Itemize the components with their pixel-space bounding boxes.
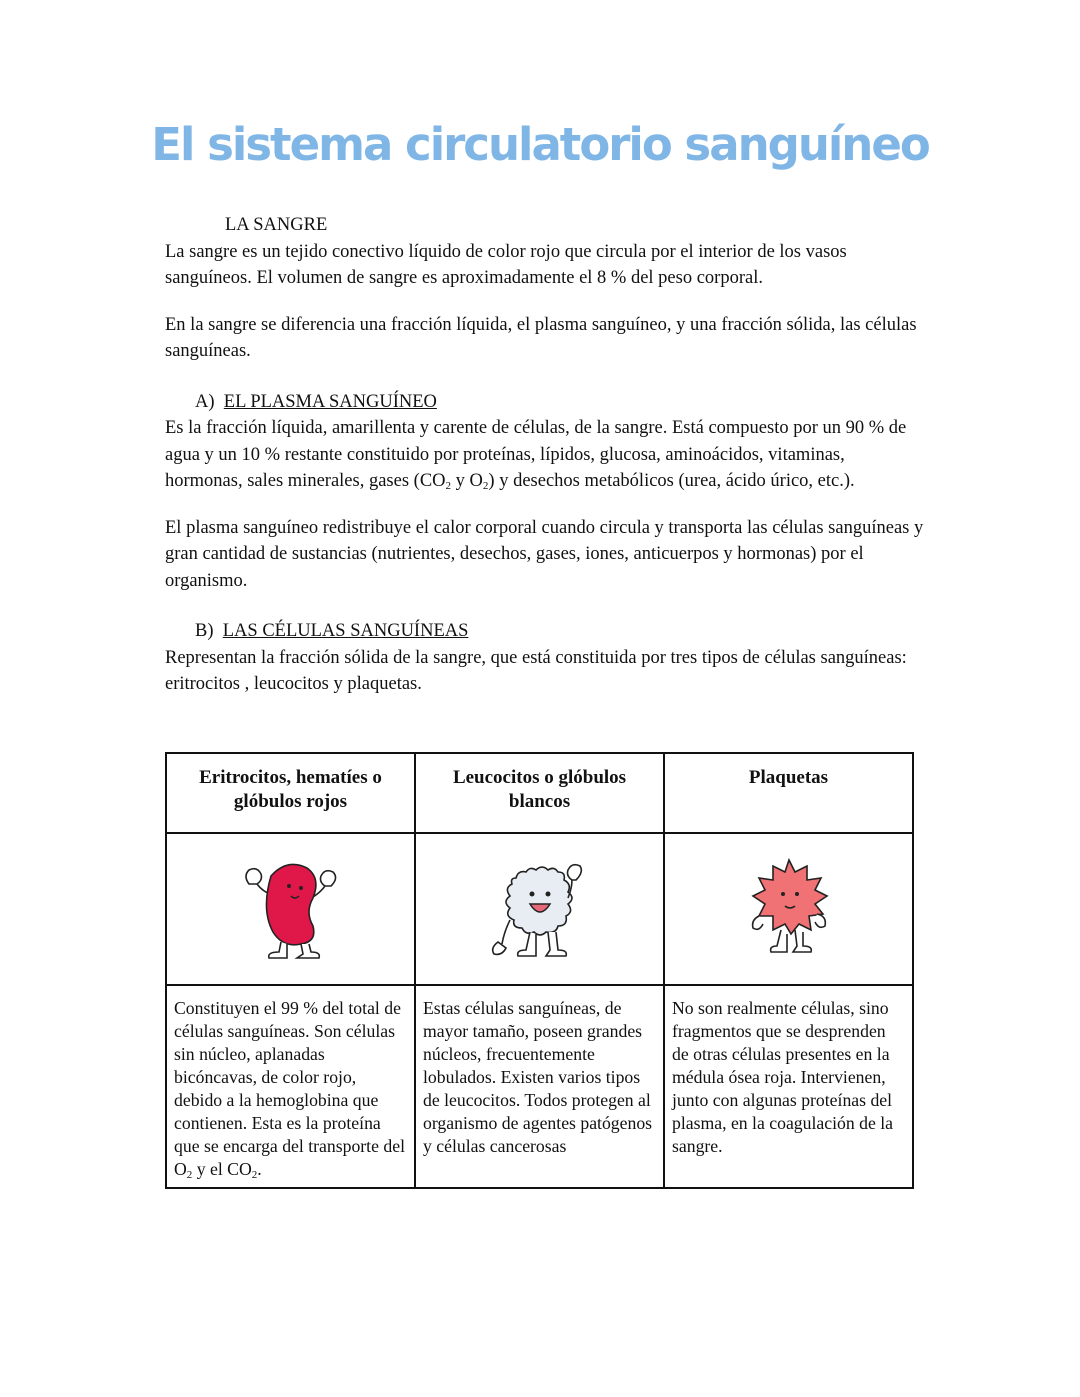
- document-body: [165, 212, 925, 698]
- leucocitos-description: Estas células sanguíneas, de mayor tamaño, poseen grandes núcleos, frecuentemente lobulados. Existen varios tipos de leucocitos. Todos protegen al organismo de agentes patógenos y células cancerosas: [415, 985, 664, 1188]
- plaqueta-image-cell: [664, 833, 913, 985]
- header-plaquetas: Plaquetas: [664, 753, 913, 833]
- header-eritrocitos: Eritrocitos, hematíes o glóbulos rojos: [166, 753, 415, 833]
- celulas-letter: B): [195, 621, 214, 641]
- plasma-paragraph-1: Es la fracción líquida, amarillenta y carente de células, de la sangre. Está compuesto por un 90 % de agua y un 10 % restante constituido por proteínas, lípidos, glucosa, aminoácidos, vitaminas, hormonas, sales minerales, gases ($CO_2$ y $O_2$) y desechos metabólicos (urea, ácido úrico, etc.).: [165, 418, 907, 492]
- celulas-title: LAS CÉLULAS SANGUÍNEAS: [222, 621, 469, 641]
- plasma-title: EL PLASMA SANGUÍNEO: [223, 391, 437, 412]
- leucocito-image-cell: [415, 833, 664, 985]
- white-blood-cell-icon: [480, 854, 600, 964]
- plasma-paragraph-2: El plasma sanguíneo redistribuye el calor corporal cuando circula y transporta las células sanguíneas y gran cantidad de sustancias (nutrientes, desechos, gases, iones, anticuerpos y hormonas) por el organismo.: [165, 517, 924, 591]
- sangre-paragraph-2: En la sangre se diferencia una fracción líquida, el plasma sanguíneo, y una fracción sólida, las células sanguíneas.: [165, 314, 917, 361]
- blood-cells-table: [165, 752, 914, 1189]
- eritrocitos-description: Constituyen el 99 % del total de células sanguíneas. Son células sin núcleo, aplanadas bicóncavas, de color rojo, debido a la hemoglobina que contienen. Esta es la proteína que se encarga del transporte del $O_2$ y el $CO_2$.: [166, 985, 415, 1188]
- eritrocito-image-cell: [166, 833, 415, 985]
- table-image-row: [166, 833, 913, 985]
- sangre-paragraph-1: La sangre es un tejido conectivo líquido de color rojo que circula por el interior de los vasos sanguíneos. El volumen de sangre es aproximadamente el 8 % del peso corporal.: [165, 241, 847, 288]
- header-leucocitos: Leucocitos o glóbulos blancos: [415, 753, 664, 833]
- plasma-letter: A): [195, 391, 215, 412]
- plaquetas-description: No son realmente células, sino fragmentos que se desprenden de otras células presentes en la médula ósea roja. Intervienen, junto con algunas proteínas del plasma, en la coagulación de la sangre.: [664, 985, 913, 1188]
- page-title: El sistema circulatorio sanguíneo: [151, 118, 929, 171]
- table-description-row: [166, 985, 913, 1188]
- celulas-paragraph-1: Representan la fracción sólida de la sangre, que está constituida por tres tipos de células sanguíneas: eritrocitos , leucocitos y plaquetas.: [165, 647, 907, 694]
- table-header-row: [166, 753, 913, 833]
- section-heading-sangre: LA SANGRE: [225, 215, 328, 235]
- section-heading-celulas: [165, 618, 925, 645]
- platelet-icon: [729, 854, 849, 964]
- section-heading-plasma: [165, 389, 925, 416]
- red-blood-cell-icon: [231, 854, 351, 964]
